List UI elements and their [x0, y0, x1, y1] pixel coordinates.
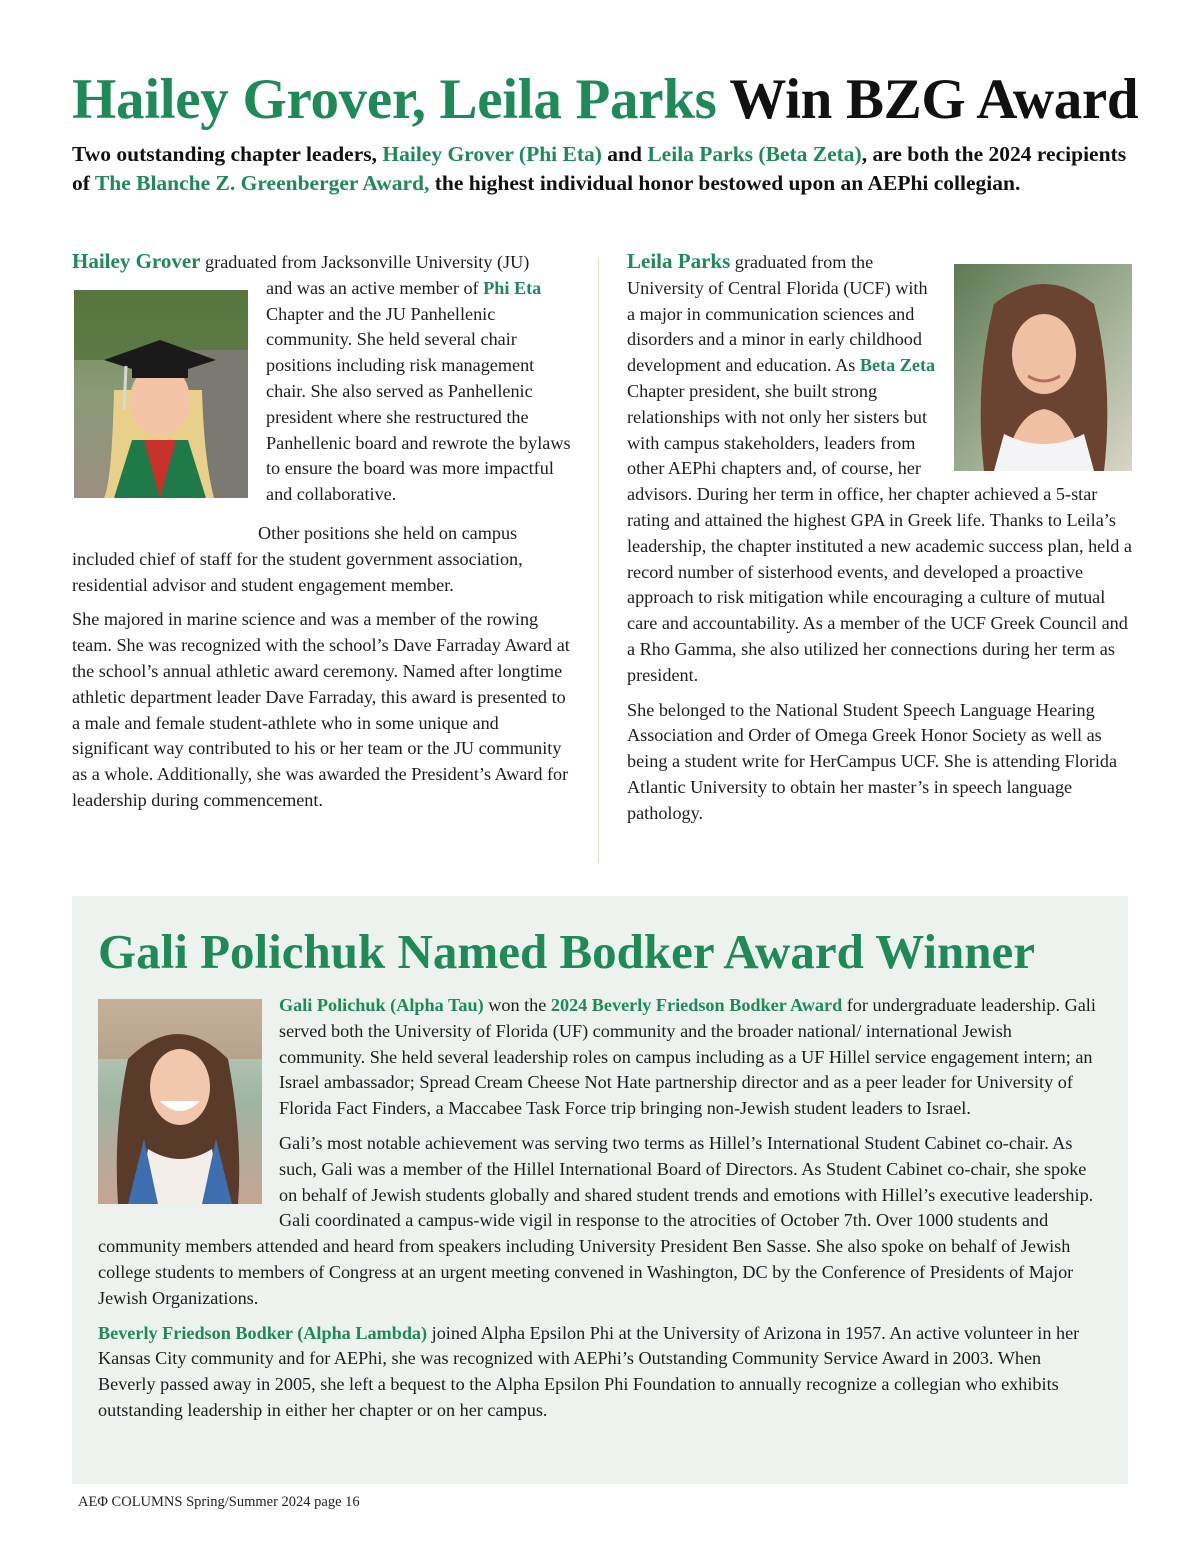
gali-name: Gali Polichuk (Alpha Tau)	[279, 995, 484, 1015]
headline-names: Hailey Grover, Leila Parks	[72, 68, 717, 131]
hailey-paragraph-1: Hailey Grover graduated from Jacksonville University (JU) and was an active member of Phi Eta Chapter and the JU Panhellenic community. She held several chair positions including risk management chair. She also served as Panhellenic president where she restructured the Panhellenic board and rewrote the bylaws to ensure the board was more impactful and collaborative.	[72, 249, 571, 505]
hailey-paragraph-2: Other positions she held on campus included chief of staff for the student government association, residential advisor and student engagement member.	[72, 522, 523, 595]
bodker-award-name: 2024 Beverly Friedson Bodker Award	[550, 995, 843, 1015]
hailey-column	[72, 249, 577, 823]
leila-name: Leila Parks	[627, 249, 731, 273]
leila-paragraph-2: She belonged to the National Student Speech Language Hearing Association and Order of Omega Greek Honor Society as well as being a student write for HerCampus UCF. She is attending Florida Atlantic University to obtain her master’s in speech language pathology.	[627, 699, 1118, 823]
gali-polichuk-photo	[98, 999, 262, 1204]
leila-paragraph-1: Leila Parks graduated from the University of Central Florida (UCF) with a major in communication sciences and disorders and a minor in early childhood development and education. As Beta Zeta Chapter president, she built strong relationships with not only her sisters but with campus stakeholders, leaders from other AEPhi chapters and, of course, her advisors. During her term in office, her chapter achieved a 5-star rating and attained the highest GPA in Greek life. Thanks to Leila’s leadership, the chapter instituted a new academic success plan, held a record number of sisterhood events, and developed a proactive approach to risk mitigation while encouraging a culture of mutual care and accountability. As a member of the UCF Greek Council and a Rho Gamma, she also utilized her connections during her term as president.	[627, 249, 1133, 685]
leila-parks-photo	[954, 264, 1132, 471]
headline-award: Win BZG Award	[716, 68, 1139, 131]
bodker-title: Gali Polichuk Named Bodker Award Winner	[98, 924, 1036, 979]
hailey-name: Hailey Grover	[72, 249, 201, 273]
column-divider	[598, 258, 599, 863]
leila-chapter-link: Beta Zeta	[859, 355, 936, 376]
hailey-grover-photo	[74, 290, 248, 498]
leila-column	[627, 249, 1132, 836]
bodker-paragraph-1: Gali Polichuk (Alpha Tau) won the 2024 Beverly Friedson Bodker Award for undergraduate leadership. Gali served both the University of Florida (UF) community and the broader national/ international Jewish community. She held several leadership roles on campus including as a UF Hillel service engagement intern; an Israel ambassador; Spread Cream Cheese Not Hate partnership director and as a peer leader for University of Florida Fact Finders, a Maccabee Task Force trip bringing non-Jewish student leaders to Israel.	[98, 993, 1098, 1122]
intro-leila: Leila Parks (Beta Zeta)	[647, 142, 862, 166]
bodker-body	[98, 993, 1098, 1433]
intro-award: The Blanche Z. Greenberger Award,	[94, 171, 430, 195]
intro-hailey: Hailey Grover (Phi Eta)	[382, 142, 602, 166]
bodker-paragraph-3: Beverly Friedson Bodker (Alpha Lambda) joined Alpha Epsilon Phi at the University of Arizona in 1957. An active volunteer in her Kansas City community and for AEPhi, she was recognized with AEPhi’s Outstanding Community Service Award in 2003. When Beverly passed away in 2005, she left a bequest to the Alpha Epsilon Phi Foundation to annually recognize a collegian who exhibits outstanding leadership in either her chapter or on her campus.	[98, 1322, 1080, 1420]
bodker-award-box	[72, 896, 1128, 1484]
bodker-paragraph-2: Gali’s most notable achievement was serving two terms as Hillel’s International Student Cabinet co-chair. As such, Gali was a member of the Hillel International Board of Directors. As Student Cabinet co-chair, she spoke on behalf of Jewish students globally and shared student trends and emotions with Hillel’s executive leadership. Gali coordinated a campus-wide vigil in response to the atrocities of October 7th. Over 1000 students and community members attended and heard from speakers including University President Ben Sasse. She also spoke on behalf of Jewish college students to members of Congress at an urgent meeting convened in Washington, DC by the Conference of Presidents of Major Jewish Organizations.	[98, 1132, 1094, 1308]
hailey-paragraph-3: She majored in marine science and was a member of the rowing team. She was recognized with the school’s Dave Farraday Award at the school’s annual athletic award ceremony. Named after longtime athletic department leader Dave Farraday, this award is presented to a male and female student-athlete who in some unique and significant way contributed to his or her team or the JU community as a whole. Additionally, she was awarded the President’s Award for leadership during commencement.	[72, 609, 570, 810]
hailey-chapter-link: Phi Eta	[483, 277, 542, 298]
intro-paragraph: Two outstanding chapter leaders, Hailey Grover (Phi Eta) and Leila Parks (Beta Zeta), are both the 2024 recipients of The Blanche Z. Greenberger Award, the highest individual honor bestowed upon an AEPhi collegian.	[72, 142, 1127, 195]
article-headline	[72, 66, 1138, 134]
beverly-name: Beverly Friedson Bodker (Alpha Lambda)	[98, 1322, 428, 1343]
page-footer: AEΦ COLUMNS Spring/Summer 2024 page 16	[78, 1494, 360, 1510]
